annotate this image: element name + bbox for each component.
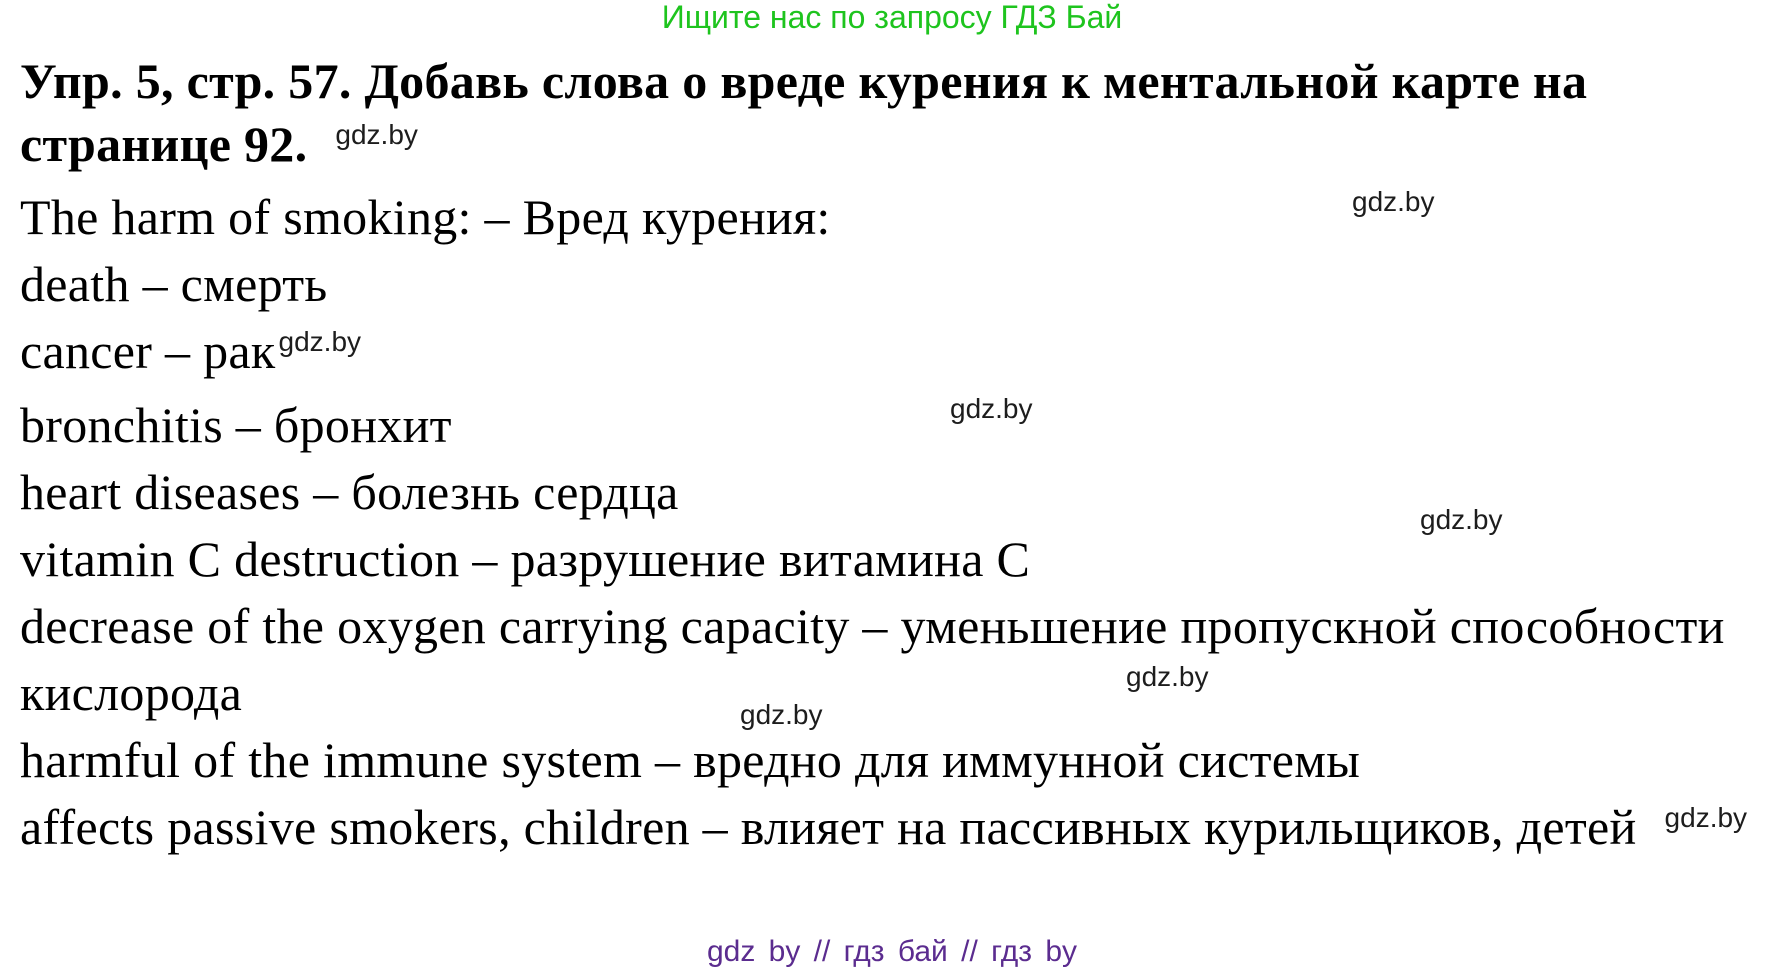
gdz-watermark: gdz.by	[278, 326, 362, 357]
vocab-entry: death – смерть	[20, 256, 328, 312]
footer-text-label: gdz by // гдз бай // гдз by	[706, 935, 1078, 968]
vocab-entry: harmful of the immune system – вредно для иммунной системы	[20, 732, 1361, 788]
page-heading	[20, 50, 1760, 183]
vocab-entry: affects passive smokers, children – влияет на пассивных курильщиков, детей $^{gdz.by}$	[20, 799, 1748, 855]
footer-text	[0, 936, 1784, 968]
vocab-intro: The harm of smoking: – Вред курения:	[20, 189, 831, 245]
vocab-entry: vitamin C destruction – разрушение витамина C	[20, 531, 1031, 587]
top-banner-text: Ищите нас по запросу ГДЗ Бай	[661, 0, 1123, 35]
top-banner	[0, 0, 1784, 34]
gdz-watermark: gdz.by	[1420, 504, 1503, 535]
gdz-watermark: gdz.by	[1352, 186, 1435, 217]
gdz-watermark: gdz.by	[335, 119, 418, 150]
gdz-watermark: gdz.by	[740, 699, 823, 730]
vocab-entry: decrease of the oxygen carrying capacity – уменьшение пропускной способности кислорода	[20, 598, 1725, 721]
vocab-entry: heart diseases – болезнь сердца	[20, 464, 679, 520]
vocab-entry: bronchitis – бронхит	[20, 397, 452, 453]
gdz-watermark: gdz.by	[1664, 802, 1748, 833]
gdz-watermark: gdz.by	[1126, 661, 1209, 692]
page-heading-text: Упр. 5, стр. 57. Добавь слова о вреде курения к ментальной карте на странице 92.	[20, 53, 1588, 172]
gdz-watermark: gdz.by	[950, 393, 1033, 424]
vocab-entry: cancer – рак $^{gdz.by}$	[20, 323, 362, 379]
